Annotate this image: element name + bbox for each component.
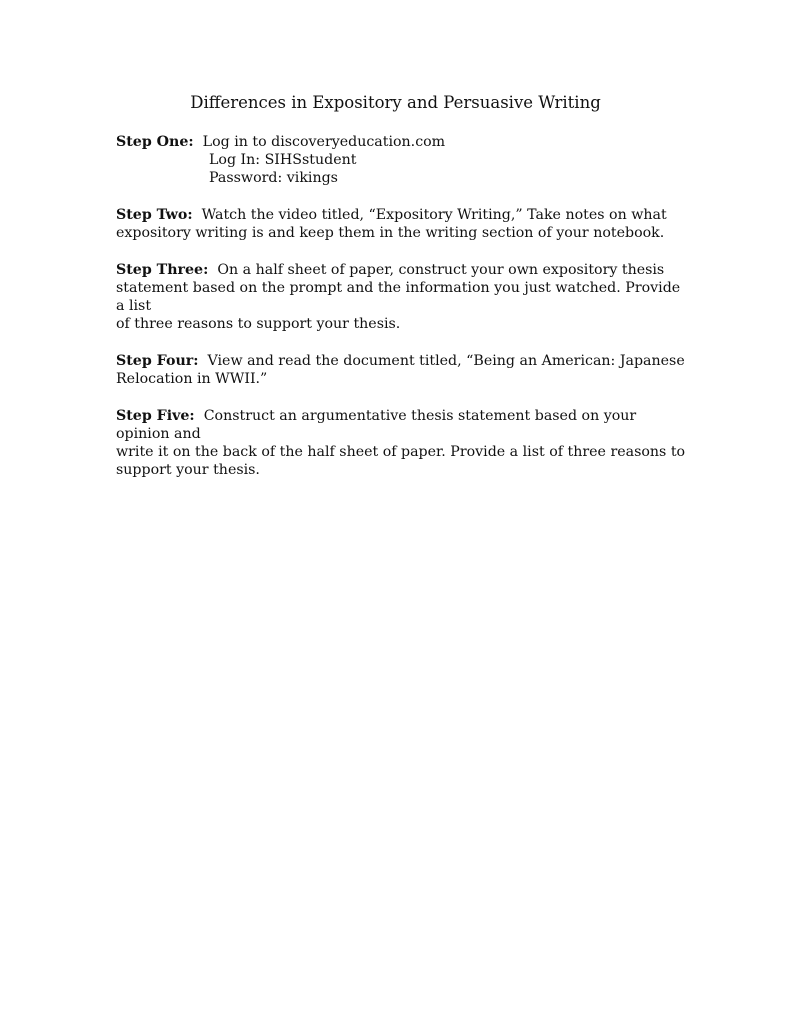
step-one-label: Step One: (116, 134, 194, 150)
step-two-line-1 (116, 206, 686, 224)
step-three (116, 261, 686, 334)
step-three-text-3: of three reasons to support your thesis. (116, 316, 401, 333)
steps-list (116, 133, 686, 498)
step-five-line-1 (116, 407, 686, 443)
step-three-text-1: On a half sheet of paper, construct your own expository thesis (217, 261, 665, 278)
step-one-text: Log in to discoveryeducation.com (202, 134, 446, 150)
step-three-line-1 (116, 261, 686, 279)
step-two-text-1: Watch the video titled, “Expository Writing,” Take notes on what (201, 207, 667, 223)
step-four-label: Step Four: (116, 353, 199, 369)
document-title: Differences in Expository and Persuasive Writing (190, 93, 601, 112)
step-four-text-2: Relocation in WWII.” (116, 371, 268, 388)
login-username: Log In: SIHSstudent (209, 152, 357, 169)
step-three-text-2: statement based on the prompt and the information you just watched. Provide a list (116, 280, 681, 315)
step-five-text-1: Construct an argumentative thesis statement based on your opinion and (116, 407, 637, 442)
step-five-text-2: write it on the back of the half sheet of paper. Provide a list of three reasons to (116, 444, 686, 461)
step-two (116, 206, 686, 242)
step-four-line-1 (116, 352, 686, 370)
step-three-label: Step Three: (116, 261, 209, 278)
step-five (116, 407, 686, 480)
step-four (116, 352, 686, 388)
step-one-line (116, 133, 686, 151)
step-four-text-1: View and read the document titled, “Being an American: Japanese (207, 353, 685, 369)
login-password: Password: vikings (209, 170, 338, 187)
step-five-text-3: support your thesis. (116, 462, 260, 479)
step-two-label: Step Two: (116, 207, 193, 223)
step-one (116, 133, 686, 188)
step-five-label: Step Five: (116, 407, 195, 424)
step-two-text-2: expository writing is and keep them in the writing section of your notebook. (116, 225, 665, 242)
